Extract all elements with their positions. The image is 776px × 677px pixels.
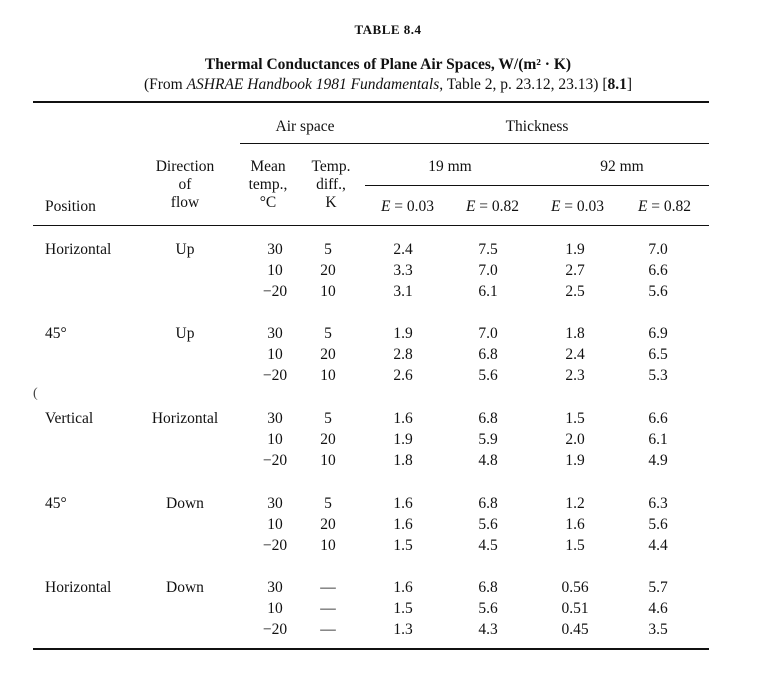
- value-cell: 1.6: [393, 579, 413, 596]
- header-rule: [33, 225, 709, 226]
- header-mean-temp: [236, 158, 300, 212]
- value-cell: 7.0: [648, 241, 668, 258]
- value-cell: 6.8: [478, 495, 498, 512]
- position-cell: Vertical: [45, 410, 94, 427]
- value-cell: 5.6: [478, 367, 498, 384]
- header-emissivity-4: [620, 198, 709, 216]
- value-cell: 1.5: [565, 410, 585, 427]
- value-cell: 5: [324, 410, 332, 427]
- value-cell: 2.4: [393, 241, 413, 258]
- value-cell: 30: [267, 410, 283, 427]
- value-cell: 1.8: [565, 325, 585, 342]
- header-thickness: Thickness: [505, 118, 569, 135]
- value-cell: 5: [324, 241, 332, 258]
- value-cell: 7.0: [478, 325, 498, 342]
- value-cell: —: [320, 579, 336, 596]
- value-cell: 5.6: [478, 600, 498, 617]
- emissivity-symbol: E: [465, 198, 476, 215]
- value-cell: 5: [324, 325, 332, 342]
- emissivity-symbol: E: [550, 198, 561, 215]
- header-direction-line-1: Direction: [155, 158, 215, 175]
- value-cell: 1.9: [393, 431, 413, 448]
- value-cell: −20: [262, 367, 288, 384]
- value-cell: 10: [267, 262, 283, 279]
- value-cell: 1.5: [565, 537, 585, 554]
- value-cell: 6.3: [648, 495, 668, 512]
- value-cell: 3.3: [393, 262, 413, 279]
- value-cell: 5.7: [648, 579, 668, 596]
- value-cell: 30: [267, 241, 283, 258]
- value-cell: 7.0: [478, 262, 498, 279]
- direction-cell: Down: [166, 579, 204, 596]
- value-cell: 30: [267, 325, 283, 342]
- value-cell: 1.8: [393, 452, 413, 469]
- value-cell: 30: [267, 579, 283, 596]
- source-book: ASHRAE Handbook 1981 Fundamentals: [186, 76, 440, 93]
- emissivity-value: = 0.03: [390, 198, 435, 215]
- value-cell: 30: [267, 495, 283, 512]
- value-cell: 20: [320, 262, 336, 279]
- thickness-rule: [365, 143, 709, 144]
- header-emissivity-1: [365, 198, 450, 216]
- value-cell: 10: [267, 346, 283, 363]
- value-cell: 5.6: [478, 516, 498, 533]
- header-thickness-92: 92 mm: [600, 158, 644, 175]
- table-source: [0, 75, 776, 95]
- header-mean-temp-line-3: °C: [259, 194, 277, 211]
- value-cell: 6.9: [648, 325, 668, 342]
- value-cell: 5.6: [648, 516, 668, 533]
- value-cell: 20: [320, 346, 336, 363]
- value-cell: 1.3: [393, 621, 413, 638]
- value-cell: 1.9: [565, 241, 585, 258]
- value-cell: 3.5: [648, 621, 668, 638]
- emissivity-symbol: E: [637, 198, 648, 215]
- value-cell: −20: [262, 621, 288, 638]
- value-cell: 10: [267, 600, 283, 617]
- emissivity-value: = 0.82: [647, 198, 692, 215]
- direction-cell: Horizontal: [151, 410, 219, 427]
- value-cell: 6.1: [648, 431, 668, 448]
- header-thickness-19: 19 mm: [428, 158, 472, 175]
- value-cell: 10: [267, 431, 283, 448]
- emissivity-value: = 0.82: [475, 198, 520, 215]
- header-emissivity-3: [535, 198, 620, 216]
- value-cell: 1.6: [565, 516, 585, 533]
- value-cell: 6.6: [648, 262, 668, 279]
- value-cell: —: [320, 600, 336, 617]
- top-rule: [33, 101, 709, 103]
- value-cell: 10: [320, 283, 336, 300]
- header-temp-diff-line-3: K: [325, 194, 337, 211]
- value-cell: 1.6: [393, 495, 413, 512]
- value-cell: 6.8: [478, 410, 498, 427]
- value-cell: 1.9: [393, 325, 413, 342]
- value-cell: 1.6: [393, 410, 413, 427]
- value-cell: 0.45: [561, 621, 589, 638]
- position-cell: 45°: [45, 325, 67, 342]
- value-cell: 2.8: [393, 346, 413, 363]
- bottom-rule: [33, 648, 709, 650]
- header-mean-temp-line-1: Mean: [250, 158, 286, 175]
- position-cell: Horizontal: [45, 579, 112, 596]
- direction-cell: Up: [175, 325, 195, 342]
- value-cell: —: [320, 621, 336, 638]
- value-cell: 2.4: [565, 346, 585, 363]
- header-direction-line-2: of: [178, 176, 192, 193]
- value-cell: 4.8: [478, 452, 498, 469]
- direction-cell: Up: [175, 241, 195, 258]
- margin-mark: (: [33, 386, 38, 401]
- source-prefix: (From: [143, 76, 187, 93]
- emissivity-value: = 0.03: [560, 198, 605, 215]
- value-cell: 1.5: [393, 600, 413, 617]
- source-ref: 8.1: [607, 76, 627, 93]
- value-cell: 6.8: [478, 346, 498, 363]
- value-cell: 6.6: [648, 410, 668, 427]
- value-cell: 4.6: [648, 600, 668, 617]
- value-cell: 2.6: [393, 367, 413, 384]
- source-mid: , Table 2, p. 23.12, 23.13) [: [439, 76, 608, 93]
- header-temp-diff: [300, 158, 362, 212]
- value-cell: 2.0: [565, 431, 585, 448]
- value-cell: 3.1: [393, 283, 413, 300]
- value-cell: 20: [320, 516, 336, 533]
- air-space-rule: [240, 143, 365, 144]
- value-cell: 6.8: [478, 579, 498, 596]
- value-cell: 4.5: [478, 537, 498, 554]
- position-cell: 45°: [45, 495, 67, 512]
- header-direction: [140, 158, 230, 212]
- value-cell: −20: [262, 283, 288, 300]
- header-direction-line-3: flow: [170, 194, 200, 211]
- value-cell: 1.2: [565, 495, 585, 512]
- value-cell: 20: [320, 431, 336, 448]
- direction-cell: Down: [166, 495, 204, 512]
- header-air-space: Air space: [275, 118, 335, 135]
- value-cell: 0.56: [561, 579, 589, 596]
- header-mean-temp-line-2: temp.,: [248, 176, 288, 193]
- value-cell: 6.1: [478, 283, 498, 300]
- value-cell: 4.3: [478, 621, 498, 638]
- value-cell: 5.6: [648, 283, 668, 300]
- value-cell: 10: [320, 367, 336, 384]
- value-cell: 4.9: [648, 452, 668, 469]
- table-caption: [0, 55, 776, 95]
- position-cell: Horizontal: [45, 241, 112, 258]
- value-cell: 1.5: [393, 537, 413, 554]
- value-cell: 10: [320, 452, 336, 469]
- value-cell: 1.9: [565, 452, 585, 469]
- emissivity-symbol: E: [380, 198, 391, 215]
- header-position: Position: [45, 198, 96, 215]
- value-cell: 0.51: [561, 600, 589, 617]
- value-cell: −20: [262, 537, 288, 554]
- source-suffix: ]: [626, 76, 633, 93]
- header-temp-diff-line-1: Temp.: [311, 158, 351, 175]
- value-cell: 5.9: [478, 431, 498, 448]
- table-label: TABLE 8.4: [354, 22, 422, 37]
- value-cell: 2.3: [565, 367, 585, 384]
- value-cell: 1.6: [393, 516, 413, 533]
- value-cell: 2.5: [565, 283, 585, 300]
- header-emissivity-2: [450, 198, 535, 216]
- value-cell: 7.5: [478, 241, 498, 258]
- thickness-sub-rule: [365, 185, 709, 186]
- value-cell: 2.7: [565, 262, 585, 279]
- value-cell: 6.5: [648, 346, 668, 363]
- value-cell: −20: [262, 452, 288, 469]
- value-cell: 4.4: [648, 537, 668, 554]
- header-temp-diff-line-2: diff.,: [316, 176, 346, 193]
- value-cell: 10: [267, 516, 283, 533]
- value-cell: 5.3: [648, 367, 668, 384]
- value-cell: 5: [324, 495, 332, 512]
- value-cell: 10: [320, 537, 336, 554]
- table-title: Thermal Conductances of Plane Air Spaces, W/(m² · K): [204, 56, 572, 73]
